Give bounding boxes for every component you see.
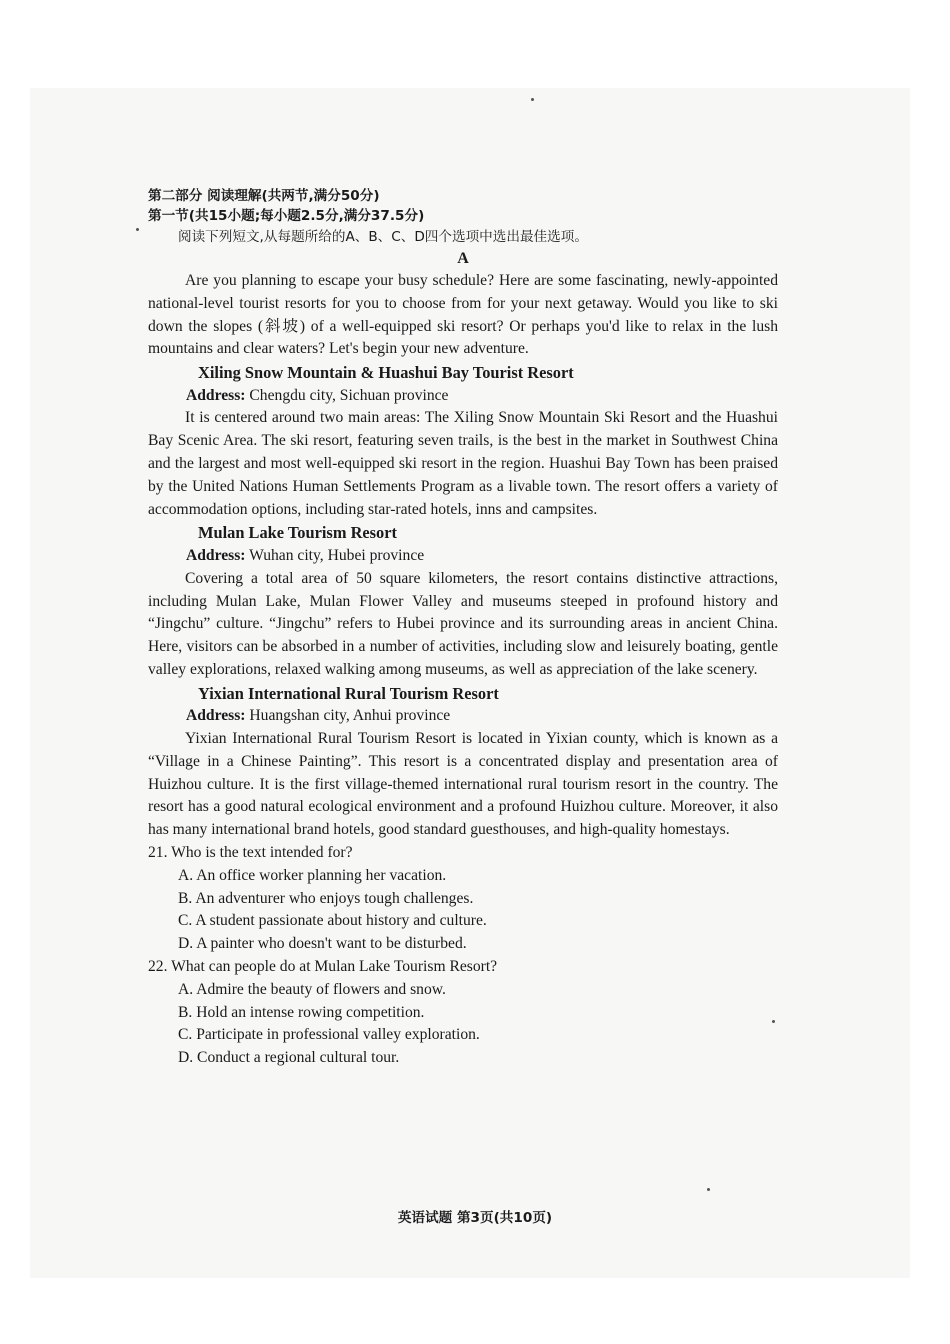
resort-address	[148, 385, 778, 408]
address-label: Address:	[186, 707, 246, 725]
option-c: C. Participate in professional valley exploration.	[178, 1026, 480, 1044]
section-header: 第二部分 阅读理解(共两节,满分50分)	[148, 188, 380, 204]
scan-speck	[707, 1188, 710, 1191]
address-value: Wuhan city, Hubei province	[249, 546, 425, 564]
scan-speck	[531, 98, 534, 101]
question-22	[148, 956, 778, 1070]
resort-description: Yixian International Rural Tourism Resort is located in Yixian county, which is known as a “Village in a Chinese Painting”. This resort is a concentrated display and presentation area of Huizhou culture. It is the first village-themed international rural tourism resort in the country. The resort has a good natural ecological environment and a profound Huizhou culture. Moreover, it also has many international brand hotels, good standard guesthouses, and high-quality homestays.	[148, 730, 778, 839]
address-label: Address:	[186, 546, 246, 564]
exam-content	[148, 186, 778, 1070]
option-d: D. A painter who doesn't want to be disturbed.	[178, 935, 467, 953]
instruction: 阅读下列短文,从每题所给的A、B、C、D四个选项中选出最佳选项。	[178, 229, 588, 245]
resort-section-xiling	[148, 361, 778, 521]
address-label: Address:	[186, 386, 246, 404]
passage-letter: A	[457, 250, 469, 267]
option-a: A. Admire the beauty of flowers and snow.	[178, 980, 446, 998]
resort-description: It is centered around two main areas: The Xiling Snow Mountain Ski Resort and the Huashui Bay Scenic Area. The ski resort, featuring seven trails, is the best in the market in Southwest China and the largest and most well-equipped ski resort in the region. Huashui Bay Town has been praised by the United Nations Human Settlements Program as a livable town. The resort offers a variety of accommodation options, including star-rated hotels, inns and campsites.	[148, 409, 778, 518]
option-b: B. Hold an intense rowing competition.	[178, 1003, 425, 1021]
address-value: Chengdu city, Sichuan province	[249, 386, 449, 404]
option-d: D. Conduct a regional cultural tour.	[178, 1049, 400, 1067]
resort-title: Xiling Snow Mountain & Huashui Bay Tourist Resort	[198, 363, 574, 383]
passage-intro: Are you planning to escape your busy schedule? Here are some fascinating, newly-appointed national-level tourist resorts for you to choose from for your next getaway. Would you like to ski down the slopes (斜坡) of a well-equipped ski resort? Or perhaps you'd like to relax in the lush mountains and clear waters? Let's begin your new adventure.	[148, 272, 778, 358]
option-c: C. A student passionate about history and culture.	[178, 912, 487, 930]
resort-section-mulan	[148, 521, 778, 681]
resort-description: Covering a total area of 50 square kilometers, the resort contains distinctive attractions, including Mulan Lake, Mulan Flower Valley and museums steeped in profound history and “Jingchu” culture. “Jingchu” refers to Hubei province and its surrounding areas in ancient China. Here, visitors can be absorbed in a number of activities, including slow and leisurely boating, gentle valley explorations, relaxed walking among museums, as well as appreciation of the lake scenery.	[148, 569, 778, 678]
resort-address	[148, 705, 778, 728]
resort-section-yixian	[148, 682, 778, 842]
question-stem: 21. Who is the text intended for?	[148, 844, 353, 862]
address-value: Huangshan city, Anhui province	[249, 707, 451, 725]
resort-address	[148, 545, 778, 568]
scan-speck	[136, 228, 139, 231]
scan-speck	[772, 1020, 775, 1023]
resort-title: Mulan Lake Tourism Resort	[198, 523, 397, 543]
option-b: B. An adventurer who enjoys tough challenges.	[178, 889, 474, 907]
question-stem: 22. What can people do at Mulan Lake Tourism Resort?	[148, 958, 498, 976]
page-footer: 英语试题 第3页(共10页)	[397, 1210, 553, 1226]
question-21	[148, 842, 778, 956]
option-a: A. An office worker planning her vacation.	[178, 866, 447, 884]
resort-title: Yixian International Rural Tourism Resort	[198, 683, 499, 703]
subsection-header: 第一节(共15小题;每小题2.5分,满分37.5分)	[148, 208, 425, 224]
